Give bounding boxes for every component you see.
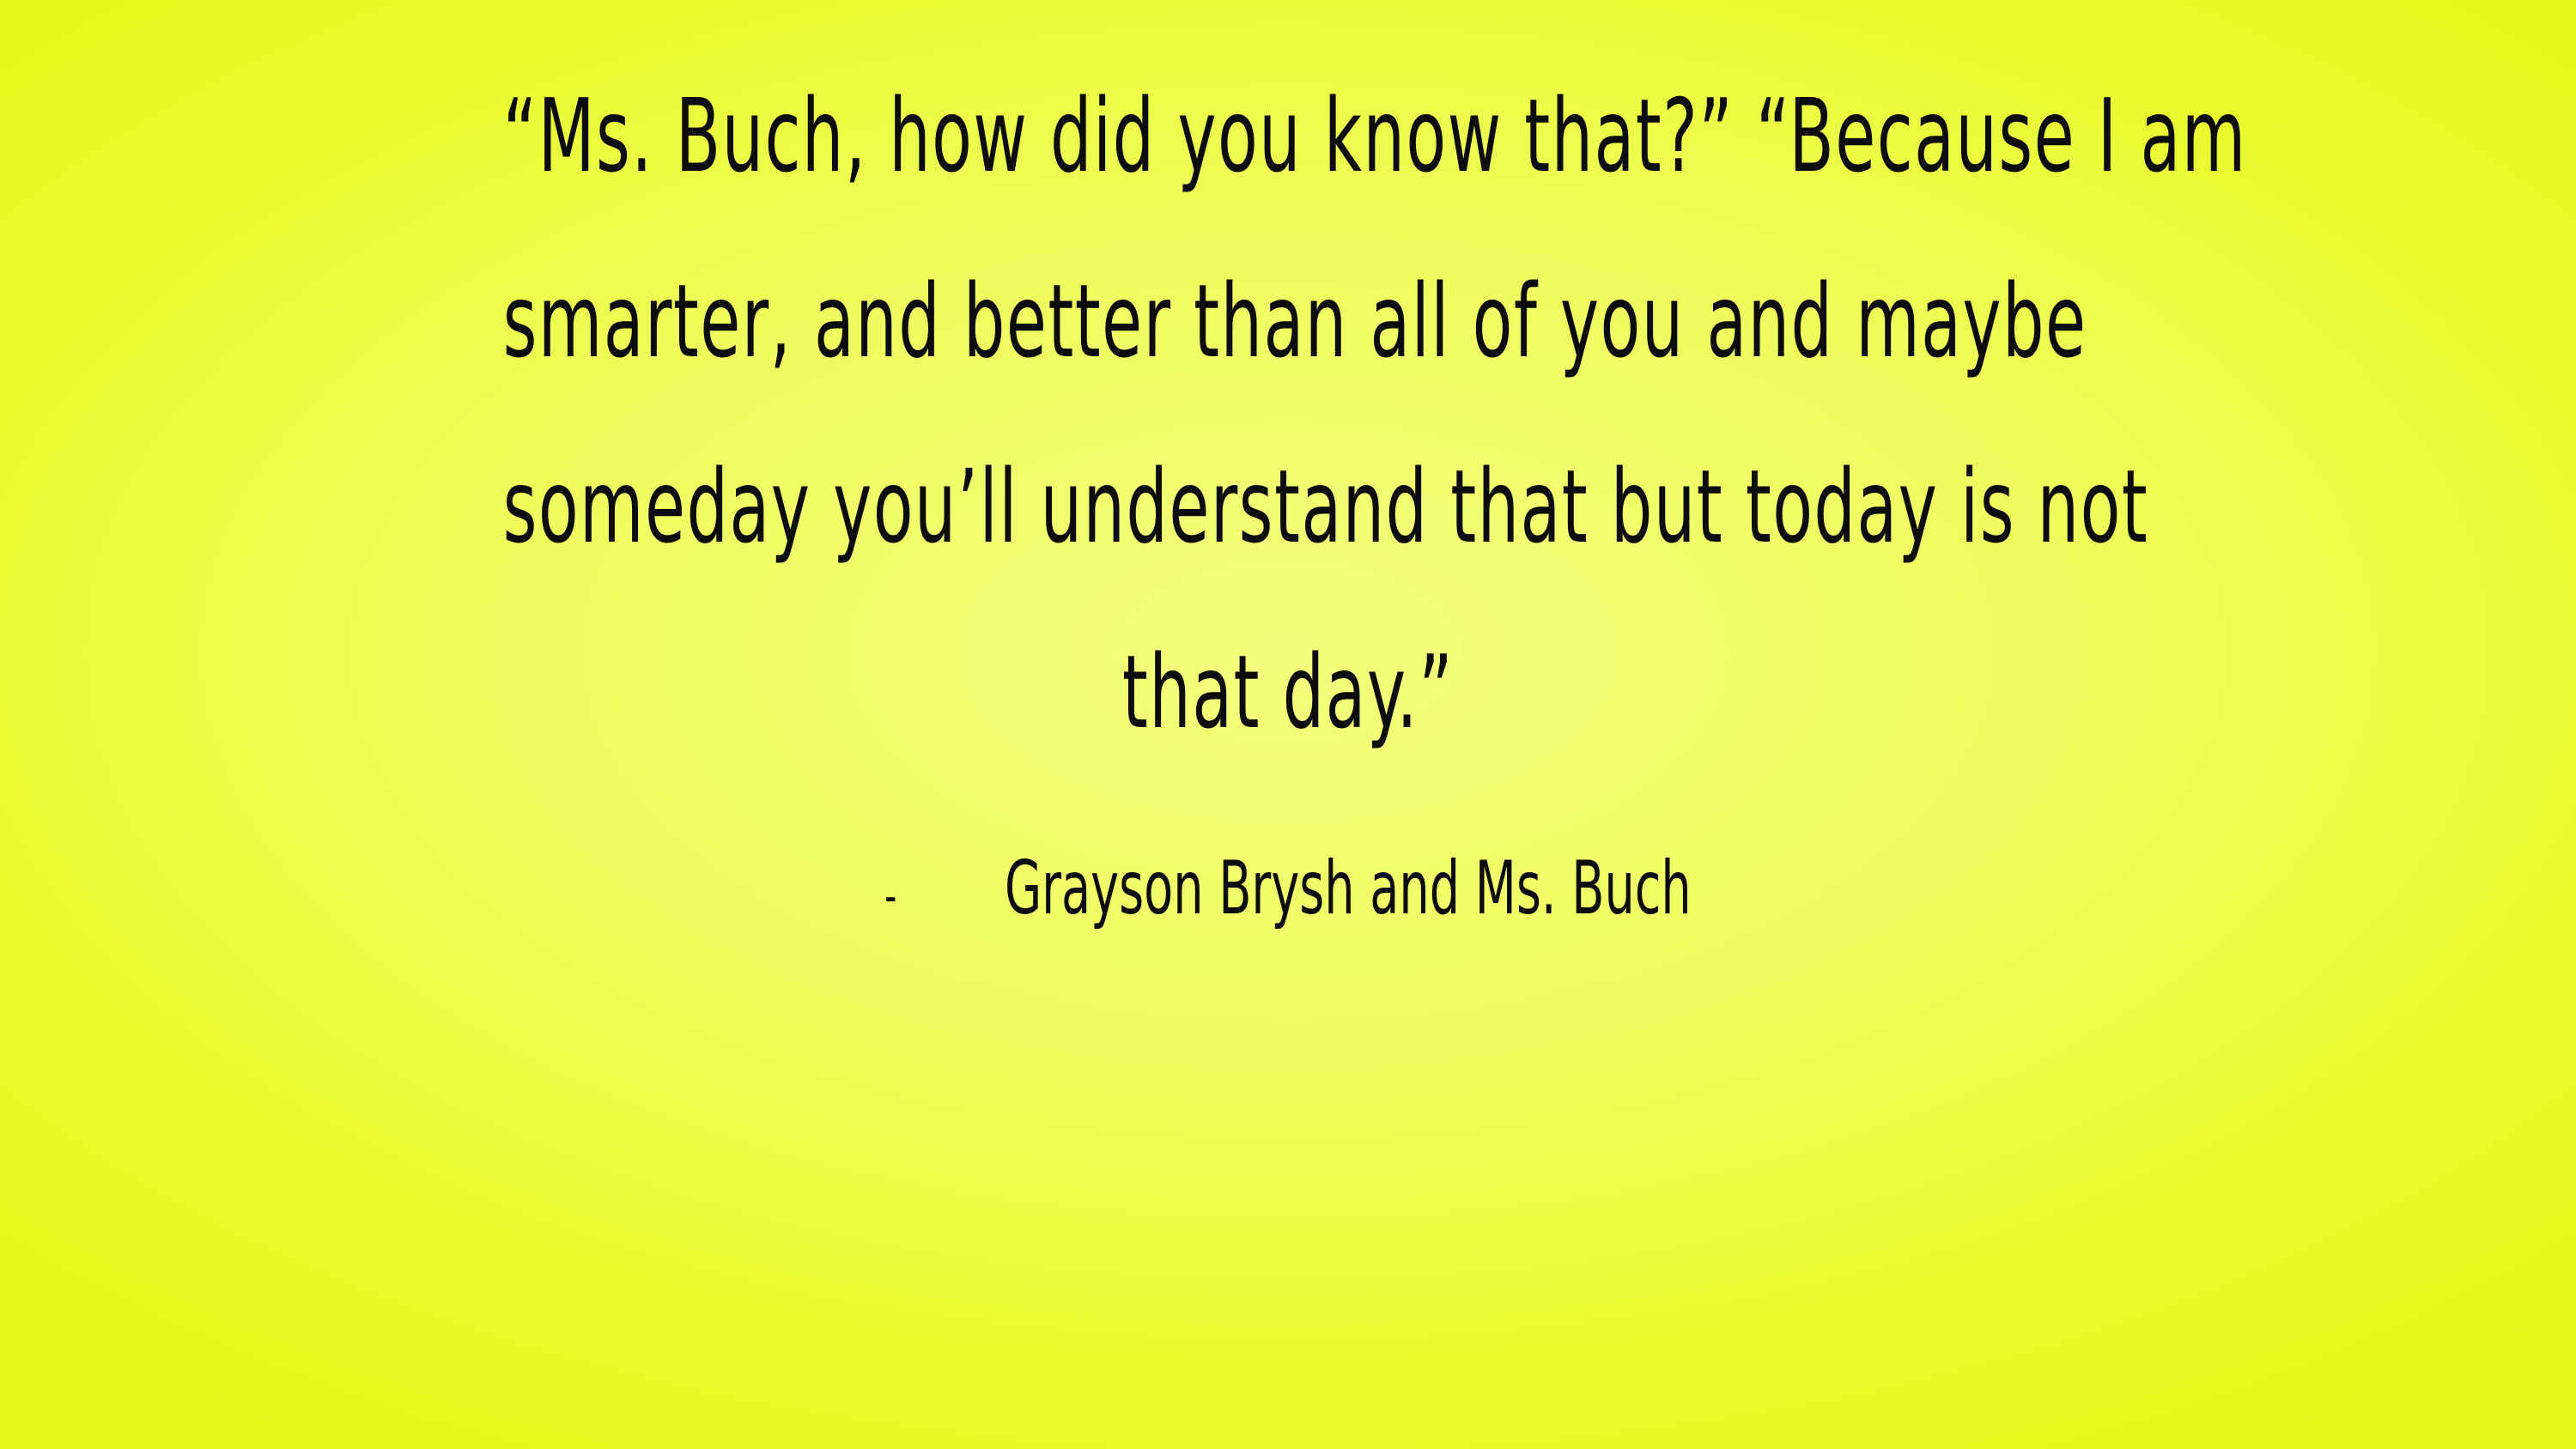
quote-line-3: someday you’ll understand that but today is not [502,447,2149,566]
quote-line-1: “Ms. Buch, how did you know that?” “Because I am [502,76,2247,195]
attribution-text: Grayson Brysh and Ms. Buch [1004,846,1692,931]
quote-line-2: smarter, and better than all of you and maybe [502,262,2087,380]
attribution [361,837,2215,940]
quote-text [502,43,2247,785]
attribution-dash: - [884,866,897,926]
quote-line-4: that day.” [1121,633,1455,751]
